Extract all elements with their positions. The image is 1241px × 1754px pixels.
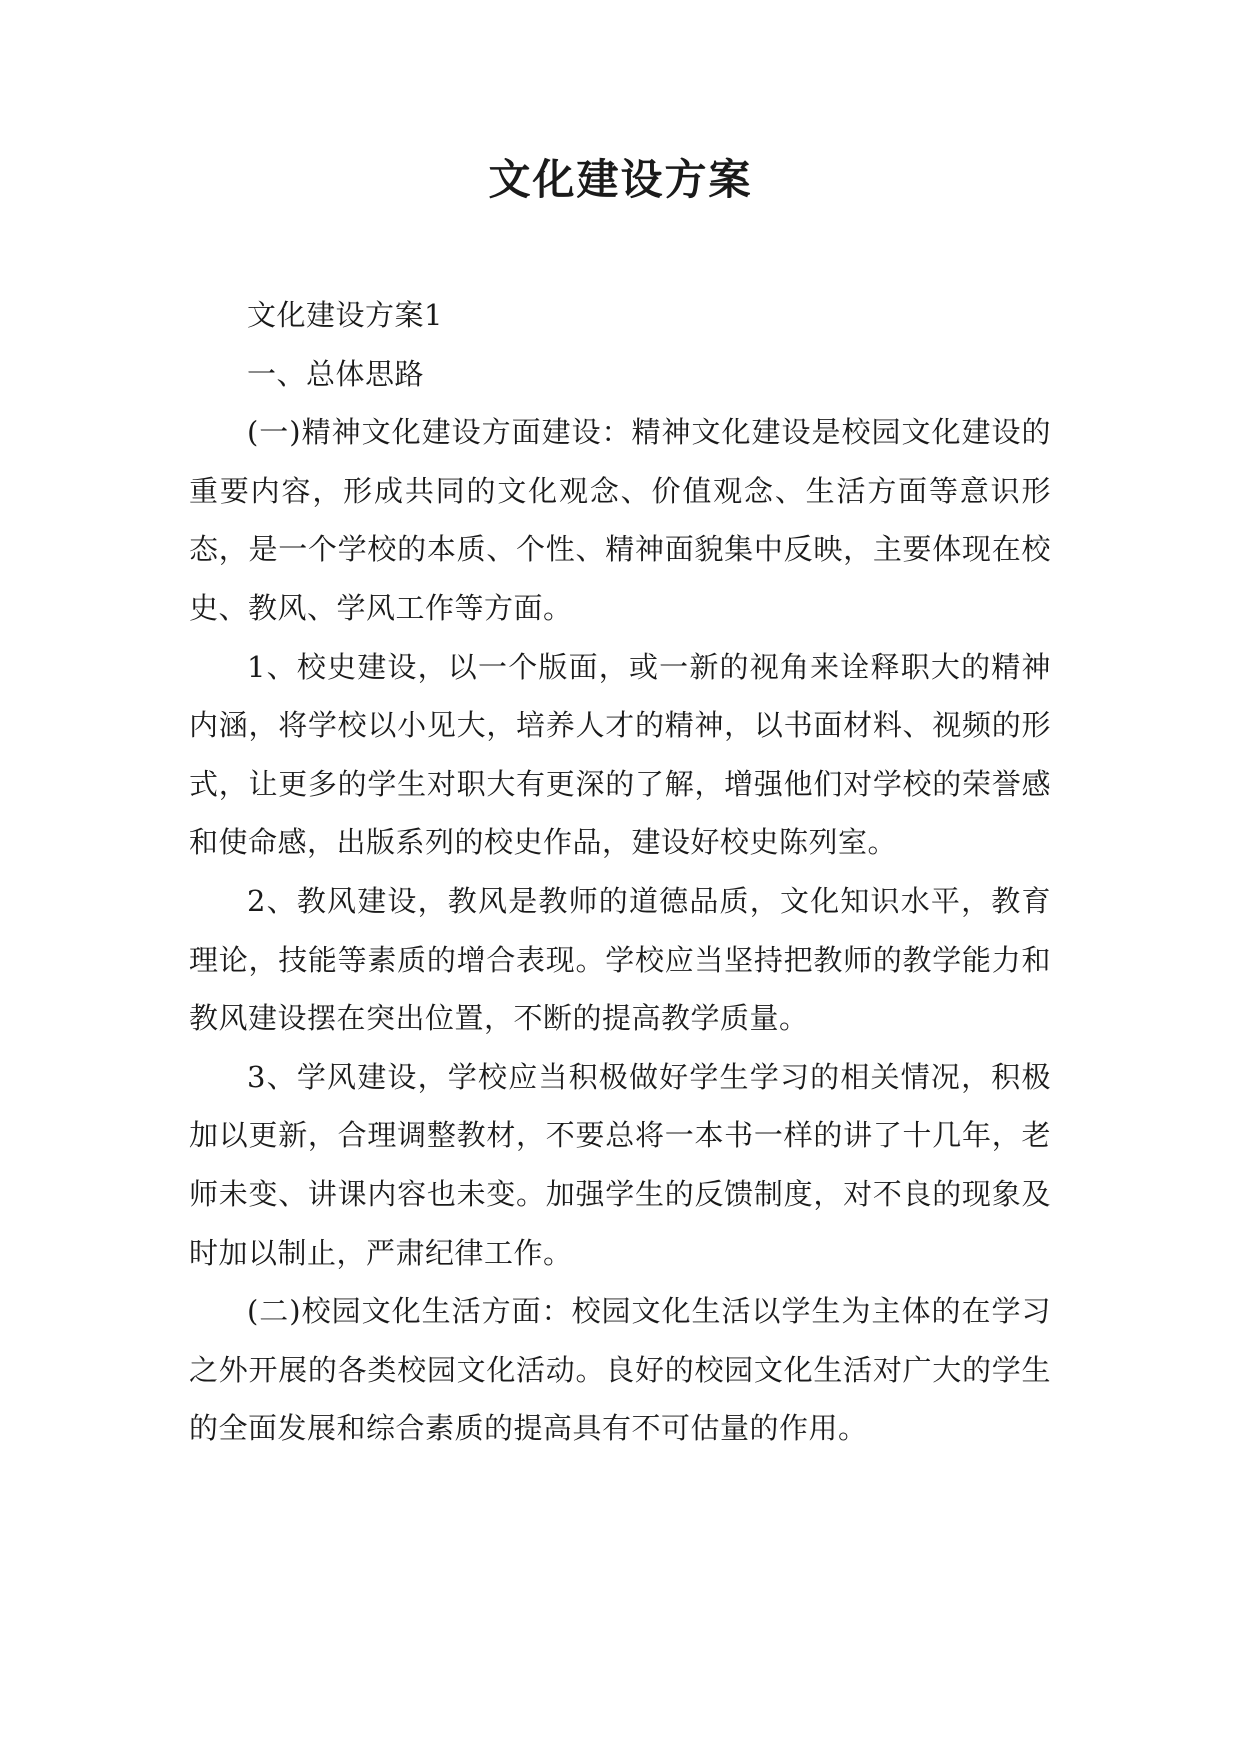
document-title: 文化建设方案 xyxy=(488,155,753,204)
section-heading-plan-1: 文化建设方案1 xyxy=(247,298,443,332)
paragraph-spiritual-culture: (一)精神文化建设方面建设：精神文化建设是校园文化建设的重要内容，形成共同的文化观念、价值观念、生活方面等意识形态，是一个学校的本质、个性、精神面貌集中反映，主要体现在校史、教风、学风工作等方面。 xyxy=(189,415,1051,625)
paragraph-teaching-style: 2、教风建设，教风是教师的道德品质，文化知识水平，教育理论，技能等素质的增合表现。学校应当坚持把教师的教学能力和教风建设摆在突出位置，不断的提高教学质量。 xyxy=(189,883,1051,1036)
paragraph-school-history: 1、校史建设，以一个版面，或一新的视角来诠释职大的精神内涵，将学校以小见大，培养人才的精神，以书面材料、视频的形式，让更多的学生对职大有更深的了解，增强他们对学校的荣誉感和使命感，出版系列的校史作品，建设好校史陈列室。 xyxy=(189,649,1051,860)
section-heading-overall-approach: 一、总体思路 xyxy=(247,356,425,391)
paragraph-campus-life: (二)校园文化生活方面：校园文化生活以学生为主体的在学习之外开展的各类校园文化活动。良好的校园文化生活对广大的学生的全面发展和综合素质的提高具有不可估量的作用。 xyxy=(189,1294,1051,1446)
document-body xyxy=(189,286,1051,1458)
paragraph-study-style: 3、学风建设，学校应当积极做好学生学习的相关情况，积极加以更新，合理调整教材，不要总将一本书一样的讲了十几年，老师未变、讲课内容也未变。加强学生的反馈制度，对不良的现象及时加以制止，严肃纪律工作。 xyxy=(189,1059,1051,1270)
